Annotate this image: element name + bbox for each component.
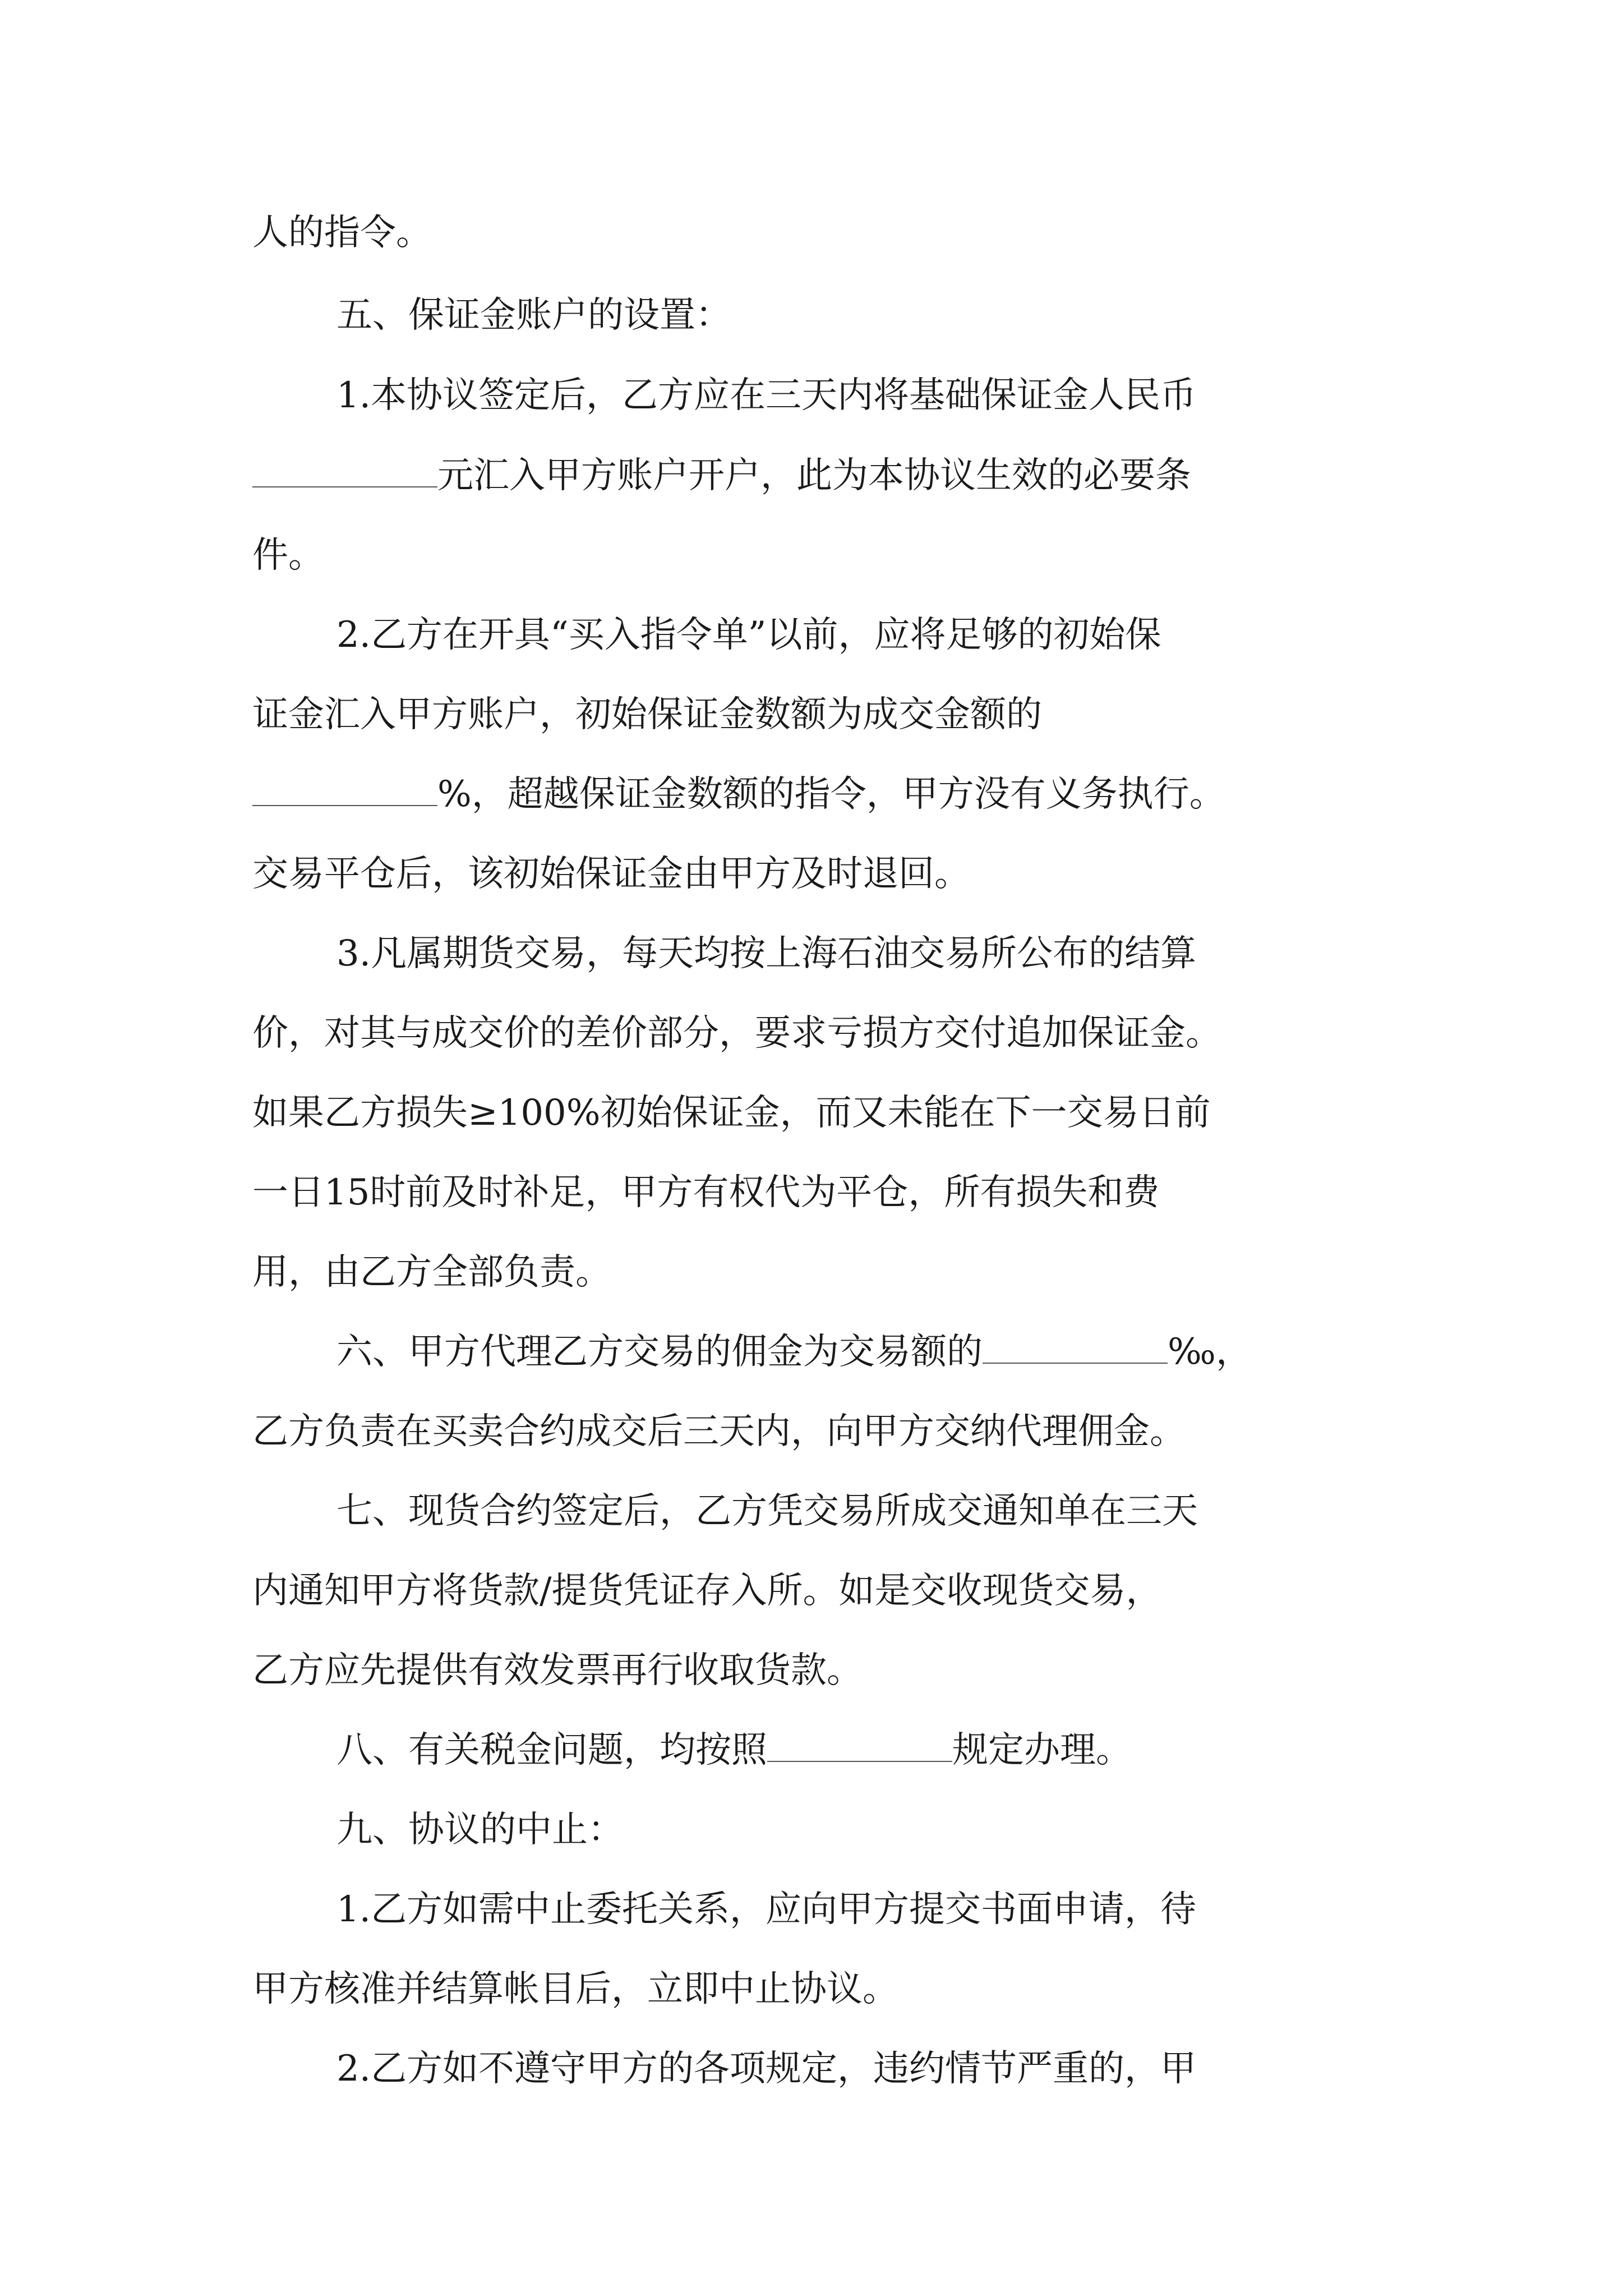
line-text: 七、现货合约签定后，乙方凭交易所成交通知单在三天 [336,1490,1198,1532]
text-line [252,1409,1391,1454]
line-text: 甲方核准并结算帐目后，立即中止协议。 [252,1968,898,2010]
line-text: 元汇入甲方账户开户，此为本协议生效的必要条 [437,455,1191,496]
text-line [252,1170,1391,1215]
line-text: 六、甲方代理乙方交易的佣金为交易额的 [336,1331,983,1373]
line-text: 规定办理。 [952,1729,1132,1771]
line-text: 一日15时前及时补足，甲方有权代为平仓，所有损失和费 [252,1172,1160,1213]
line-text: 2.乙方在开具“买入指令单”以前，应将足够的初始保 [336,614,1161,656]
text-line [252,453,1391,498]
line-text: ‰， [1168,1331,1252,1373]
line-text: 交易平仓后，该初始保证金由甲方及时退回。 [252,853,970,895]
line-text: 乙方应先提供有效发票再行收取货款。 [252,1650,863,1691]
line-text: 五、保证金账户的设置： [336,295,731,336]
text-line [252,692,1391,737]
text-line [252,772,1391,817]
fill-in-blank [252,454,437,487]
text-line [252,1011,1391,1056]
line-text: 用，由乙方全部负责。 [252,1251,611,1293]
text-line [252,1967,1391,2012]
text-line [252,210,1391,255]
fill-in-blank [767,1728,952,1762]
line-text: 乙方负责在买卖合约成交后三天内，向甲方交纳代理佣金。 [252,1411,1186,1452]
line-text: 内通知甲方将货款/提货凭证存入所。如是交收现货交易， [252,1570,1162,1612]
line-text: 证金汇入甲方账户，初始保证金数额为成交金额的 [252,694,1042,735]
line-text: 件。 [252,535,324,576]
text-line [336,2046,1391,2091]
line-text: 2.乙方如不遵守甲方的各项规定，违约情节严重的，甲 [336,2048,1197,2090]
section-heading [336,1807,1391,1852]
line-text: 3.凡属期货交易，每天均按上海石油交易所公布的结算 [336,933,1197,974]
text-line [336,1728,1391,1773]
text-line [336,613,1391,657]
line-text: 八、有关税金问题，均按照 [336,1729,767,1771]
text-line [252,1648,1391,1693]
text-line [252,852,1391,896]
text-line [336,1329,1391,1374]
line-text: 九、协议的中止： [336,1809,624,1851]
fill-in-blank [983,1330,1168,1364]
fill-in-blank [252,772,437,806]
text-line [336,373,1391,418]
line-text: 1.本协议签定后，乙方应在三天内将基础保证金人民币 [336,375,1197,416]
text-line [252,533,1391,578]
text-line [252,1250,1391,1295]
line-text: %，超越保证金数额的指令，甲方没有义务执行。 [437,774,1225,815]
line-text: 人的指令。 [252,212,432,254]
text-line [336,1489,1391,1534]
line-text: 价，对其与成交价的差价部分，要求亏损方交付追加保证金。 [252,1013,1221,1054]
text-line [252,1568,1391,1613]
text-line [252,1091,1391,1135]
line-text: 1.乙方如需中止委托关系，应向甲方提交书面申请，待 [336,1889,1197,1930]
text-line [336,931,1391,976]
line-text: 如果乙方损失≥100%初始保证金，而又未能在下一交易日前 [252,1092,1211,1134]
section-heading [336,293,1391,338]
text-line [336,1887,1391,1932]
